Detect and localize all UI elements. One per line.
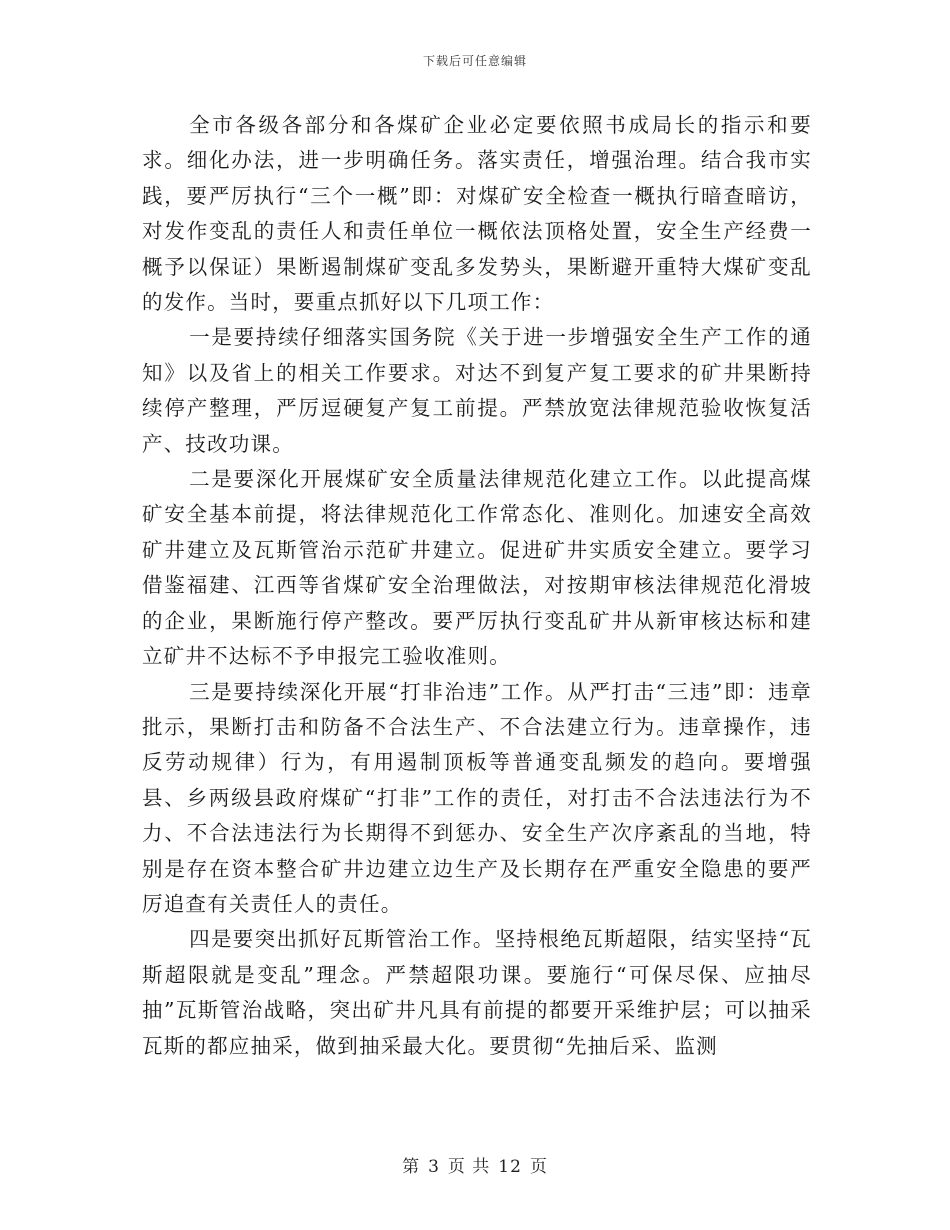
paragraph-point-2: 二是要深化开展煤矿安全质量法律规范化建立工作。以此提高煤矿安全基本前提，将法律规范化工作常态化、准则化。加速安全高效矿井建立及瓦斯管治示范矿井建立。促进矿井实质安全建立。要学习借鉴福建、江西等省煤矿安全治理做法，对按期审核法律规范化滑坡的企业，果断施行停产整改。要严厉执行变乱矿井从新审核达标和建立矿井不达标不予申报完工验收准则。 <box>142 467 812 669</box>
footer-current-page: 3 <box>428 1157 440 1177</box>
footer-suffix: 页 <box>529 1157 548 1177</box>
footer-prefix: 第 <box>402 1157 421 1177</box>
page-header-note: 下载后可任意编辑 <box>422 54 527 68</box>
paragraph-intro: 全市各级各部分和各煤矿企业必定要依照书成局长的指示和要求。细化办法，进一步明确任务。落实责任，增强治理。结合我市实践，要严厉执行“三个一概”即：对煤矿安全检查一概执行暗查暗访，对发作变乱的责任人和责任单位一概依法顶格处置，安全生产经费一概予以保证）果断遏制煤矿变乱多发势头，果断避开重特大煤矿变乱的发作。当时，要重点抓好以下几项工作： <box>142 113 812 315</box>
page-footer <box>0 1152 950 1177</box>
document-body <box>142 108 812 1064</box>
paragraph-point-1: 一是要持续仔细落实国务院《关于进一步增强安全生产工作的通知》以及省上的相关工作要求。对达不到复产复工要求的矿井果断持续停产整理，严厉逗硬复产复工前提。严禁放宽法律规范验收恢复活产、技改功课。 <box>142 325 812 456</box>
footer-middle: 页 共 <box>447 1157 491 1177</box>
paragraph-point-4: 四是要突出抓好瓦斯管治工作。坚持根绝瓦斯超限，结实坚持“瓦斯超限就是变乱”理念。严禁超限功课。要施行“可保尽保、应抽尽抽”瓦斯管治战略，突出矿井凡具有前提的都要开采维护层；可以抽采瓦斯的都应抽采，做到抽采最大化。要贯彻“先抽后采、监测 <box>142 927 812 1058</box>
paragraph-point-3: 三是要持续深化开展“打非治违”工作。从严打击“三违”即：违章批示，果断打击和防备不合法生产、不合法建立行为。违章操作，违反劳动规律）行为，有用遏制顶板等普通变乱频发的趋向。要增强县、乡两级县政府煤矿“打非”工作的责任，对打击不合法违法行为不力、不合法违法行为长期得不到惩办、安全生产次序紊乱的当地，特别是存在资本整合矿井边建立边生产及长期存在严重安全隐患的要严厉追查有关责任人的责任。 <box>142 679 812 916</box>
footer-total-pages: 12 <box>498 1157 522 1177</box>
